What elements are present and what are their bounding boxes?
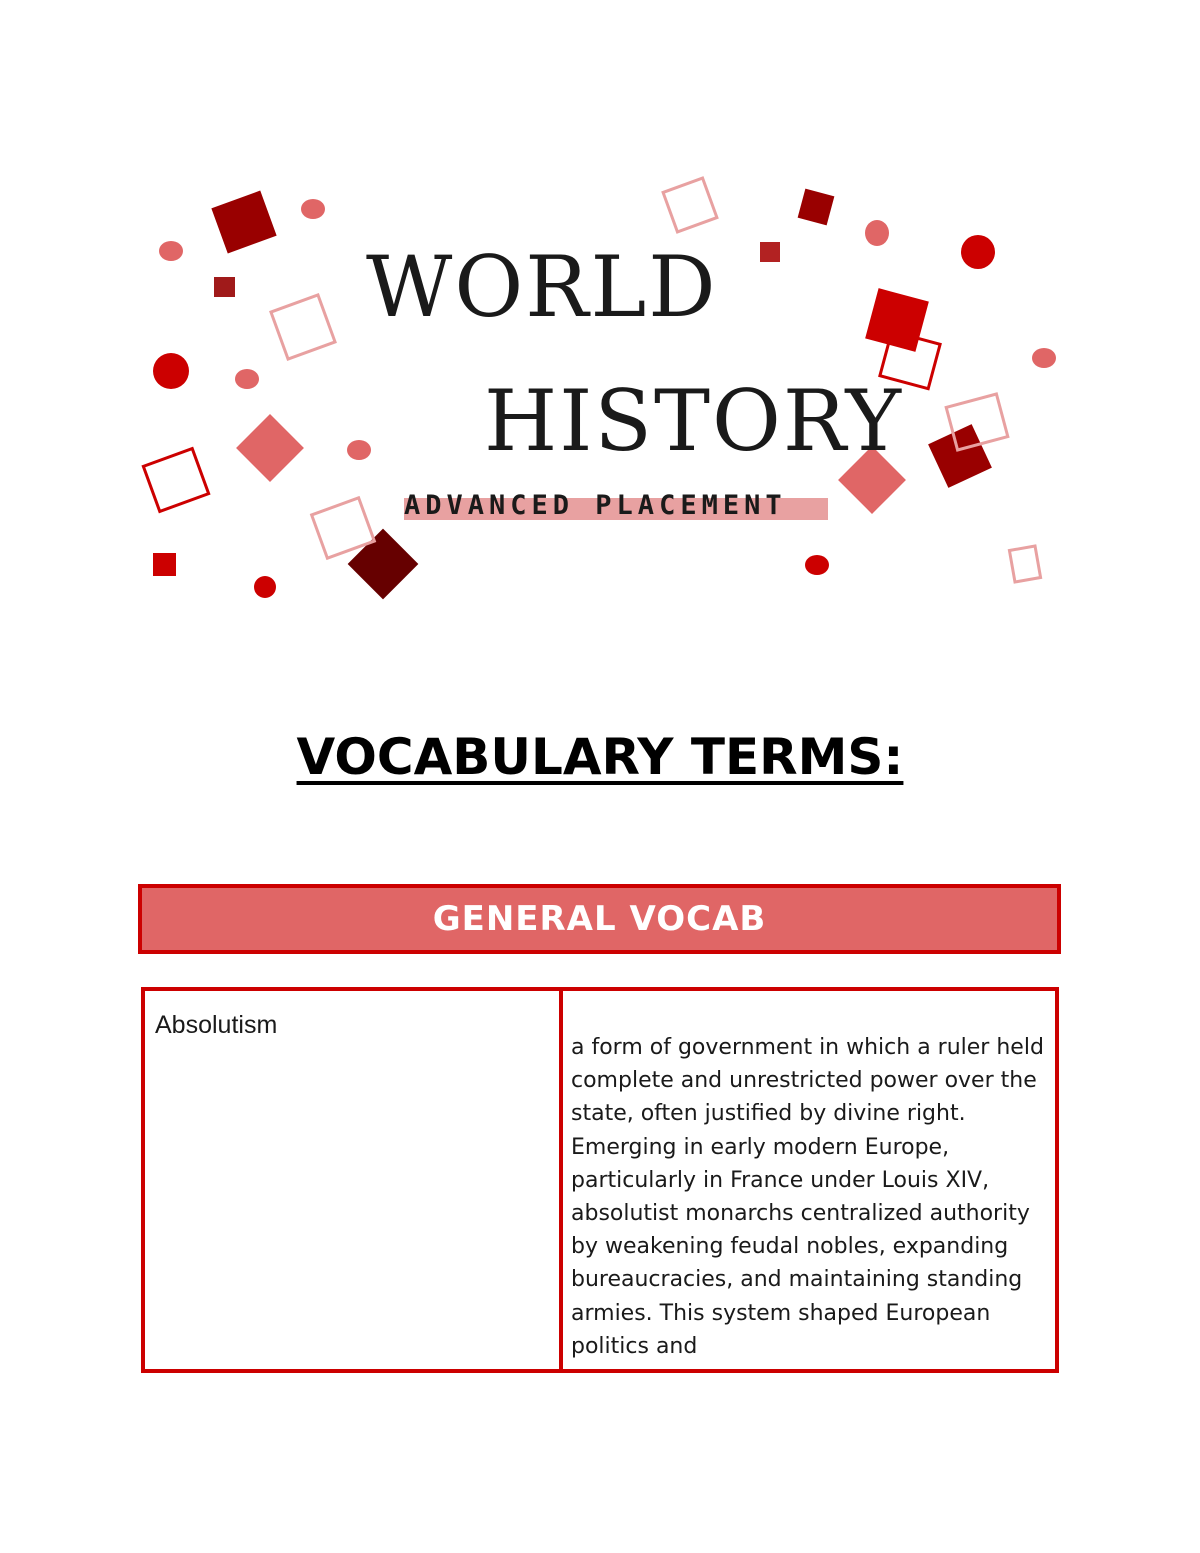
section-header-general-vocab: GENERAL VOCAB <box>138 884 1061 954</box>
confetti-diamond <box>236 414 304 482</box>
confetti-outline-square <box>143 449 208 512</box>
confetti-dot <box>805 555 829 575</box>
confetti-square <box>214 277 235 297</box>
confetti-dot <box>254 576 276 598</box>
vocab-table <box>141 987 1059 1373</box>
confetti-dot <box>235 369 259 389</box>
confetti-dot <box>961 235 995 269</box>
subtitle-advanced-placement: ADVANCED PLACEMENT <box>404 490 787 521</box>
confetti-dot <box>153 353 189 389</box>
confetti-square <box>865 288 929 352</box>
confetti-dot <box>301 199 325 219</box>
vocabulary-heading: VOCABULARY TERMS: <box>296 728 904 786</box>
confetti-square <box>798 189 835 226</box>
confetti-outline-square <box>1009 546 1040 582</box>
confetti-square <box>928 424 992 488</box>
confetti-outline-square <box>663 178 717 232</box>
confetti-square <box>153 553 176 576</box>
title-world: WORLD <box>366 238 718 336</box>
confetti-square <box>760 242 780 262</box>
confetti-dot <box>347 440 371 460</box>
confetti-dot <box>865 220 889 246</box>
confetti-outline-square <box>271 295 335 359</box>
vocab-definition-cell: a form of government in which a ruler held complete and unrestricted power over the state, often justified by divine right. Emerging in early modern Europe, particularly in France under Louis XIV, absolutist monarchs centralized authority by weakening feudal nobles, expanding bureaucracies, and maintaining standing armies. This system shaped European politics and <box>571 1035 1044 1359</box>
title-history: HISTORY <box>484 372 903 470</box>
confetti-square <box>211 191 276 254</box>
confetti-dot <box>159 241 183 261</box>
vocab-term-cell: Absolutism <box>145 991 563 1369</box>
confetti-diamond <box>348 529 419 600</box>
confetti-dot <box>1032 348 1056 368</box>
